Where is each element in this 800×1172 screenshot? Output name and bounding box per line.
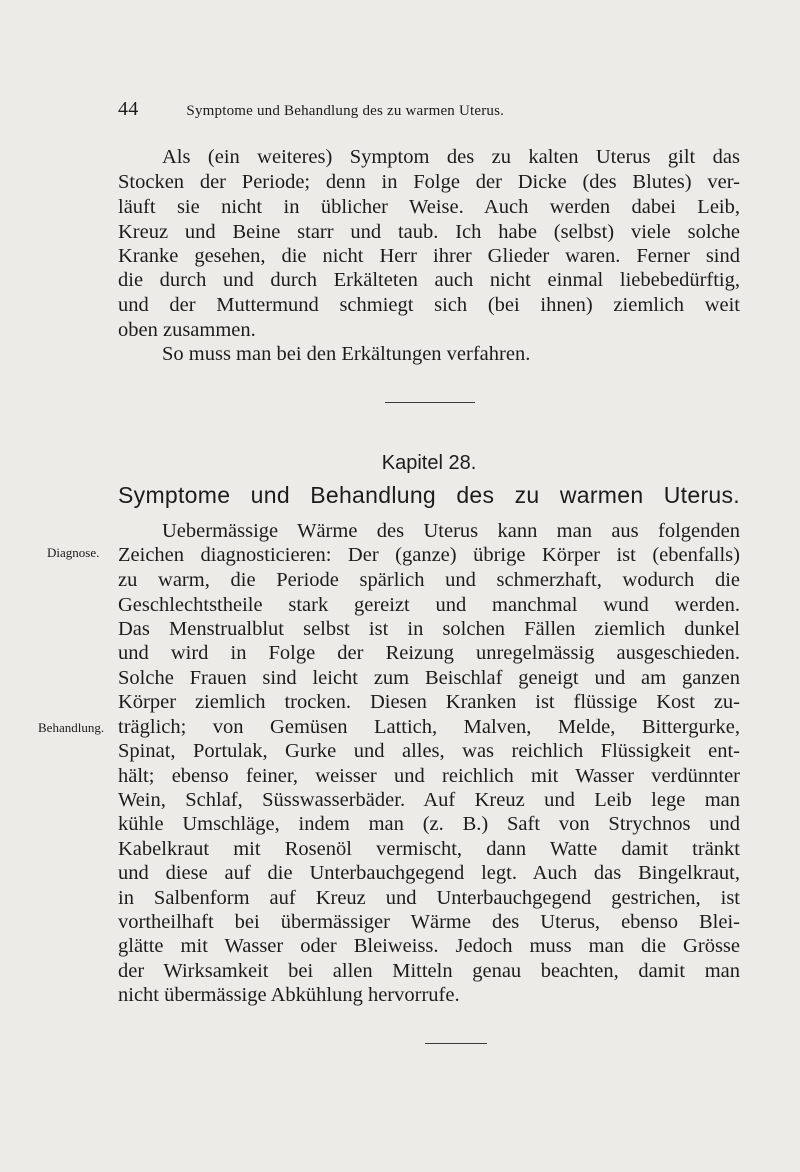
text-line: vortheilhaft bei übermässiger Wärme des Uterus, ebenso Blei- <box>118 911 740 933</box>
text-line: in Salbenform auf Kreuz und Unterbauchgegend gestrichen, ist <box>118 887 740 909</box>
text-line: Geschlechtstheile stark gereizt und manchmal wund werden. <box>118 594 740 616</box>
running-title: Symptome und Behandlung des zu warmen Uterus. <box>186 103 505 119</box>
text-line: glätte mit Wasser oder Bleiweiss. Jedoch muss man die Grösse <box>118 935 740 957</box>
text-line: zu warm, die Periode spärlich und schmerzhaft, wodurch die <box>118 569 740 591</box>
text-line: und der Muttermund schmiegt sich (bei ihnen) ziemlich weit <box>118 294 740 316</box>
text-line: Kranke gesehen, die nicht Herr ihrer Glieder waren. Ferner sind <box>118 245 740 267</box>
text-line: kühle Umschläge, indem man (z. B.) Saft von Strychnos und <box>118 813 740 835</box>
text-line: Stocken der Periode; denn in Folge der Dicke (des Blutes) ver- <box>118 171 740 193</box>
text-line: Als (ein weiteres) Symptom des zu kalten Uterus gilt das <box>162 146 740 168</box>
section-divider <box>385 402 475 403</box>
text-line: und diese auf die Unterbauchgegend legt. Auch das Bingelkraut, <box>118 862 740 884</box>
text-line: oben zusammen. <box>118 319 256 341</box>
text-line: Kreuz und Beine starr und taub. Ich habe (selbst) viele solche <box>118 221 740 243</box>
text-line: die durch und durch Erkälteten auch nicht einmal liebebedürftig, <box>118 269 740 291</box>
text-line: Zeichen diagnosticieren: Der (ganze) übrige Körper ist (ebenfalls) <box>118 544 740 566</box>
end-divider <box>425 1043 487 1044</box>
text-line: Wein, Schlaf, Süsswasserbäder. Auf Kreuz und Leib lege man <box>118 789 740 811</box>
text-line: Kabelkraut mit Rosenöl vermischt, dann Watte damit tränkt <box>118 838 740 860</box>
text-line: läuft sie nicht in üblicher Weise. Auch werden dabei Leib, <box>118 196 740 218</box>
chapter-label: Kapitel 28. <box>381 452 477 474</box>
text-line: Spinat, Portulak, Gurke und alles, was reichlich Flüssigkeit ent- <box>118 740 740 762</box>
text-line: nicht übermässige Abkühlung hervorrufe. <box>118 984 460 1006</box>
text-line: träglich; von Gemüsen Lattich, Malven, Melde, Bittergurke, <box>118 716 740 738</box>
text-line: Das Menstrualblut selbst ist in solchen Fällen ziemlich dunkel <box>118 618 740 640</box>
text-line: Körper ziemlich trocken. Diesen Kranken ist flüssige Kost zu- <box>118 691 740 713</box>
text-line: hält; ebenso feiner, weisser und reichlich mit Wasser verdünnter <box>118 765 740 787</box>
page-header <box>118 98 504 121</box>
text-line: der Wirksamkeit bei allen Mitteln genau beachten, damit man <box>118 960 740 982</box>
page-number: 44 <box>118 98 139 120</box>
margin-note-behandlung: Behandlung. <box>38 720 105 735</box>
text-line: Solche Frauen sind leicht zum Beischlaf geneigt und am ganzen <box>118 667 740 689</box>
chapter-title: Symptome und Behandlung des zu warmen Uterus. <box>118 482 740 508</box>
text-line: Uebermässige Wärme des Uterus kann man aus folgenden <box>162 520 740 542</box>
margin-note-diagnose: Diagnose. <box>47 545 100 560</box>
text-line: So muss man bei den Erkältungen verfahren. <box>162 343 531 365</box>
text-line: und wird in Folge der Reizung unregelmässig ausgeschieden. <box>118 642 740 664</box>
